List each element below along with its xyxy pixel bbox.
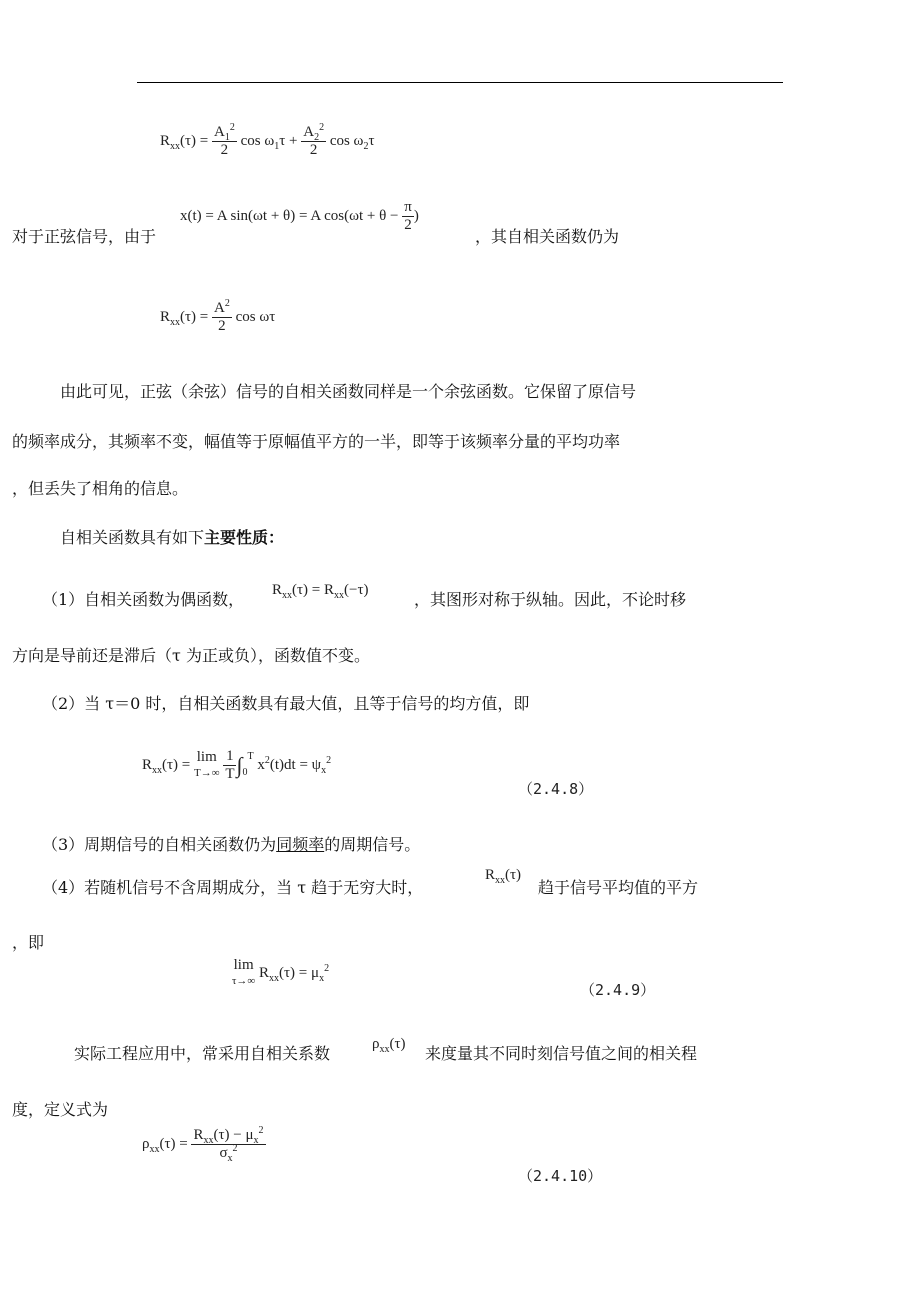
sine-tail-text: ，其自相关函数仍为 [475,227,620,246]
item1-text-a: （1）自相关函数为偶函数， [42,590,245,609]
formula-sine-identity: x(t) = A sin(ωt + θ) = A cos(ωt + θ − $\frac{\pi}{2}$ ) [180,199,419,233]
equation-number: （2.4.9） [580,981,656,999]
item3-underlined-term: 同频率 [276,835,325,854]
paragraph-line: ，但丢失了相角的信息。 [12,479,189,498]
item3-text [42,834,420,856]
formula-rxx-zero: $R_{xx}(\tau) = \lim$ T→∞ $\frac{1}{T}$ $\int_0^T$ $x^2(t)dt = \psi_x^2$ [142,748,332,782]
header-rule [137,82,783,83]
paragraph-line: 的频率成分，其频率不变，幅值等于原幅值平方的一半，即等于该频率分量的平均功率 [12,432,621,451]
item4-text-line2: ，即 [12,933,45,952]
item1-text-b: ，其图形对称于纵轴。因此，不论时移 [414,590,687,609]
equation-number: （2.4.10） [518,1167,603,1185]
formula-rho-inline: $\rho_{xx}(\tau)$ [372,1036,406,1055]
p2-text-line2: 度，定义式为 [12,1100,109,1119]
paragraph-line: 由此可见，正弦（余弦）信号的自相关函数同样是一个余弦函数。它保留了原信号 [60,382,637,401]
properties-lead-text: 自相关函数具有如下 [60,528,205,547]
item4-text-a: （4）若随机信号不含周期成分，当 τ 趋于无穷大时， [42,878,424,897]
formula-rxx-inline: $R_{xx}(\tau)$ [485,867,522,886]
formula-even-property: $R_{xx}(\tau) = R_{xx}(-\tau)$ [272,582,369,601]
formula-rxx-two-cos: $R_{xx}(\tau)$ = $\frac{A_1^2}{2}$ $\cos \omega_1\tau$ + $\frac{A_2^2}{2}$ $\cos \omega_2\tau$ [160,122,375,158]
item3-text-b: 的周期信号。 [324,835,421,854]
item4-text-b: 趋于信号平均值的平方 [538,878,699,897]
item1-text-line2: 方向是导前还是滞后（τ 为正或负），函数值不变。 [12,646,370,665]
item3-text-a: （3）周期信号的自相关函数仍为 [42,835,277,854]
formula-rho-def: $\rho_{xx}(\tau)$ = $\frac{R_{xx}(\tau) - \mu_x^2}{\sigma_x^2}$ [142,1125,264,1164]
item2-text: （2）当 τ＝0 时，自相关函数具有最大值，且等于信号的均方值，即 [42,694,530,713]
equation-number: （2.4.8） [518,780,594,798]
p2-text-a: 实际工程应用中，常采用自相关系数 [74,1044,331,1063]
formula-rxx-limit-mean: lim τ→∞ $R_{xx}(\tau) = \mu_x^2$ [232,957,330,987]
properties-lead [60,527,284,549]
sine-lead-text: 对于正弦信号，由于 [12,227,157,246]
formula-rxx-single-cos: $R_{xx}(\tau)$ = $\frac{A^2}{2}$ cos ωτ [160,298,276,334]
p2-text-b: 来度量其不同时刻信号值之间的相关程 [425,1044,698,1063]
properties-lead-bold: 主要性质： [204,528,285,547]
